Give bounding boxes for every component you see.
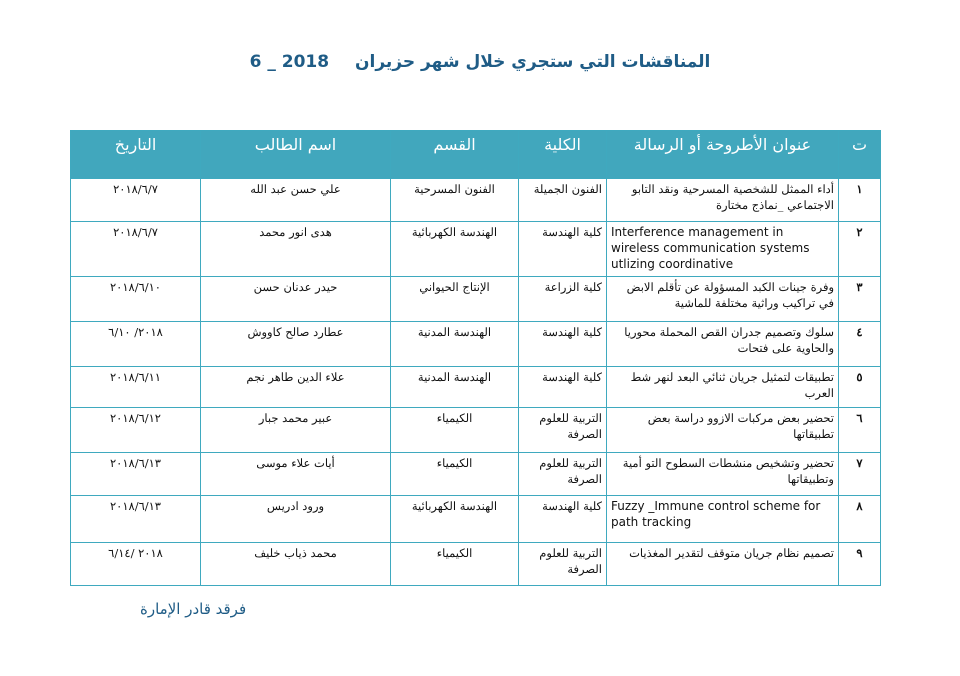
cell-student: علي حسن عبد الله bbox=[201, 179, 391, 222]
table-row bbox=[71, 322, 881, 367]
cell-no: ٩ bbox=[839, 543, 881, 586]
header-college: الكلية bbox=[519, 131, 607, 179]
cell-thesis: تحضير وتشخيص منشطات السطوح التو أمية وتطبيقاتها bbox=[607, 453, 839, 496]
cell-no: ٦ bbox=[839, 408, 881, 453]
cell-thesis: أداء الممثل للشخصية المسرحية ونقد التابو الاجتماعي _نماذج مختارة bbox=[607, 179, 839, 222]
table-header-row bbox=[71, 131, 881, 179]
cell-no: ٣ bbox=[839, 277, 881, 322]
cell-department: الهندسة المدنية bbox=[391, 322, 519, 367]
table-row bbox=[71, 222, 881, 277]
cell-thesis: تصميم نظام جريان متوقف لتقدير المغذيات bbox=[607, 543, 839, 586]
cell-no: ٤ bbox=[839, 322, 881, 367]
table-row bbox=[71, 179, 881, 222]
header-department: القسم bbox=[391, 131, 519, 179]
cell-thesis: وفرة جينات الكبد المسؤولة عن تأقلم الابض في تراكيب وراثية مختلفة للماشية bbox=[607, 277, 839, 322]
cell-no: ١ bbox=[839, 179, 881, 222]
cell-no: ٢ bbox=[839, 222, 881, 277]
table-row bbox=[71, 277, 881, 322]
cell-date: ٢٠١٨ /٦/١٤ bbox=[71, 543, 201, 586]
cell-college: التربية للعلوم الصرفة bbox=[519, 408, 607, 453]
cell-student: حيدر عدنان حسن bbox=[201, 277, 391, 322]
cell-date: ٢٠١٨/٦/١٠ bbox=[71, 277, 201, 322]
cell-department: الهندسة المدنية bbox=[391, 367, 519, 408]
cell-thesis: تحضير بعض مركبات الازوو دراسة بعض تطبيقاتها bbox=[607, 408, 839, 453]
cell-student: عطارد صالح كاووش bbox=[201, 322, 391, 367]
cell-department: الإنتاج الحيواني bbox=[391, 277, 519, 322]
cell-college: كلية الهندسة bbox=[519, 496, 607, 543]
signature: فرقد قادر الإمارة bbox=[140, 600, 247, 618]
cell-date: ٢٠١٨/ ٦/١٠ bbox=[71, 322, 201, 367]
cell-college: كلية الزراعة bbox=[519, 277, 607, 322]
cell-college: الفنون الجميلة bbox=[519, 179, 607, 222]
cell-date: ٢٠١٨/٦/١٣ bbox=[71, 496, 201, 543]
cell-no: ٥ bbox=[839, 367, 881, 408]
cell-student: أيات علاء موسى bbox=[201, 453, 391, 496]
cell-no: ٨ bbox=[839, 496, 881, 543]
cell-thesis: تطبيقات لتمثيل جريان ثنائي البعد لنهر شط العرب bbox=[607, 367, 839, 408]
table-row bbox=[71, 408, 881, 453]
cell-date: ٢٠١٨/٦/٧ bbox=[71, 179, 201, 222]
header-thesis: عنوان الأطروحة أو الرسالة bbox=[607, 131, 839, 179]
cell-date: ٢٠١٨/٦/١١ bbox=[71, 367, 201, 408]
cell-department: الهندسة الكهربائية bbox=[391, 222, 519, 277]
header-no: ت bbox=[839, 131, 881, 179]
title-text: المناقشات التي ستجري خلال شهر حزيران bbox=[355, 52, 711, 72]
cell-student: عبير محمد جبار bbox=[201, 408, 391, 453]
cell-thesis: سلوك وتصميم جدران القص المحملة محوريا والحاوية على فتحات bbox=[607, 322, 839, 367]
cell-college: التربية للعلوم الصرفة bbox=[519, 543, 607, 586]
cell-department: الكيمياء bbox=[391, 543, 519, 586]
cell-student: محمد ذياب خليف bbox=[201, 543, 391, 586]
cell-college: التربية للعلوم الصرفة bbox=[519, 453, 607, 496]
cell-thesis: Interference management in wireless communication systems utlizing coordinative bbox=[607, 222, 839, 277]
cell-date: ٢٠١٨/٦/١٢ bbox=[71, 408, 201, 453]
cell-thesis: Fuzzy _Immune control scheme for path tracking bbox=[607, 496, 839, 543]
cell-department: الكيمياء bbox=[391, 408, 519, 453]
table-row bbox=[71, 496, 881, 543]
header-student: اسم الطالب bbox=[201, 131, 391, 179]
cell-student: علاء الدين طاهر نجم bbox=[201, 367, 391, 408]
table-row bbox=[71, 543, 881, 586]
cell-college: كلية الهندسة bbox=[519, 222, 607, 277]
table-row bbox=[71, 453, 881, 496]
page-title bbox=[0, 52, 960, 72]
cell-department: الهندسة الكهربائية bbox=[391, 496, 519, 543]
discussions-table bbox=[70, 130, 881, 586]
cell-date: ٢٠١٨/٦/١٣ bbox=[71, 453, 201, 496]
title-month-year: 6 _ 2018 bbox=[249, 52, 330, 72]
cell-department: الكيمياء bbox=[391, 453, 519, 496]
table-row bbox=[71, 367, 881, 408]
header-date: التاريخ bbox=[71, 131, 201, 179]
cell-college: كلية الهندسة bbox=[519, 322, 607, 367]
cell-date: ٢٠١٨/٦/٧ bbox=[71, 222, 201, 277]
cell-student: ورود ادريس bbox=[201, 496, 391, 543]
cell-student: هدى انور محمد bbox=[201, 222, 391, 277]
cell-college: كلية الهندسة bbox=[519, 367, 607, 408]
cell-no: ٧ bbox=[839, 453, 881, 496]
cell-department: الفنون المسرحية bbox=[391, 179, 519, 222]
